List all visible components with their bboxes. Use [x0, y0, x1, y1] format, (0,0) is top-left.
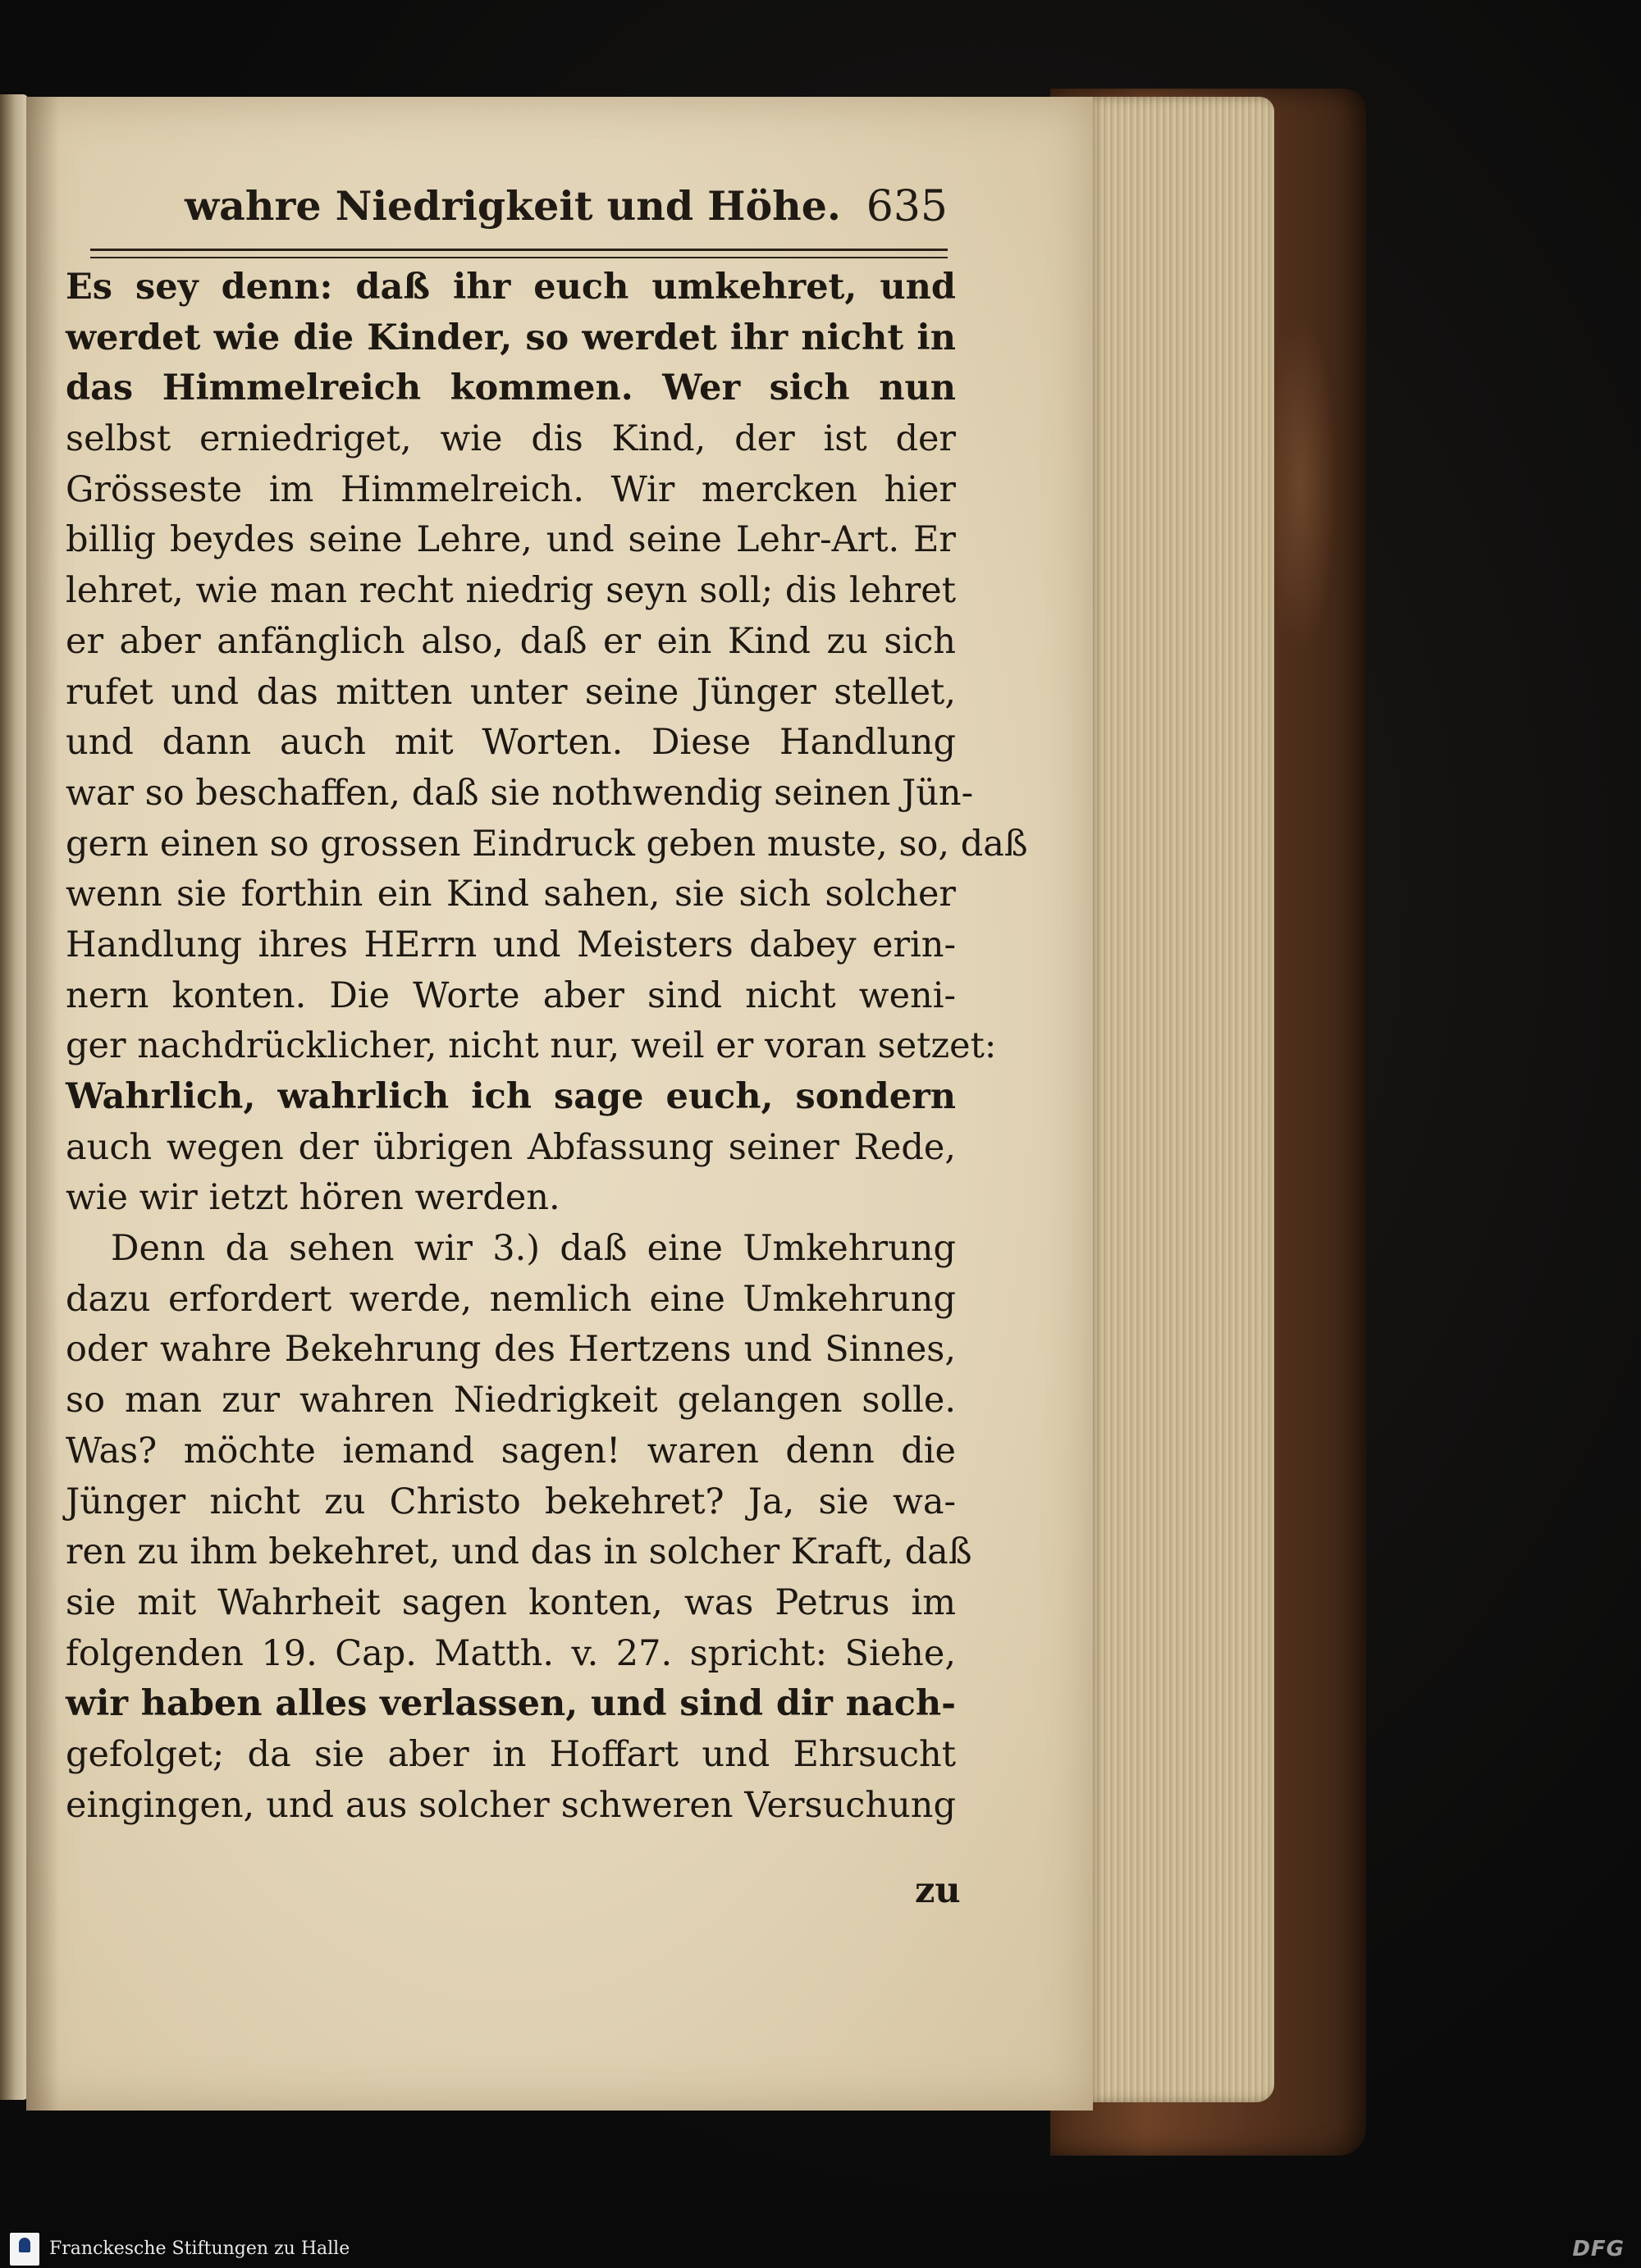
page-gutter-shadow — [26, 97, 59, 2111]
text-line: gern einen so grossen Eindruck geben muste, so, daß — [66, 823, 1028, 865]
text-line: nern konten. Die Worte aber sind nicht weni- — [66, 974, 956, 1016]
institution-logo-icon — [10, 2233, 39, 2266]
catchword: zu — [915, 1870, 961, 1911]
page-fore-edge — [1087, 97, 1274, 2102]
running-head — [185, 182, 948, 240]
text-line: auch wegen der übrigen Abfassung seiner Rede, — [66, 1126, 956, 1168]
text-line: folgenden 19. Cap. Matth. v. 27. spricht: Siehe, — [66, 1632, 956, 1674]
text-line: ger nachdrücklicher, nicht nur, weil er voran setzet: — [66, 1025, 997, 1067]
text-line: Handlung ihres HErrn und Meisters dabey erin- — [66, 924, 956, 965]
text-line: wir haben alles verlassen, und sind dir nach- — [66, 1683, 956, 1725]
text-line: oder wahre Bekehrung des Hertzens und Sinnes, — [66, 1329, 956, 1371]
text-line: so man zur wahren Niedrigkeit gelangen solle. — [66, 1380, 956, 1421]
page-number: 635 — [866, 182, 948, 231]
text-line: war so beschaffen, daß sie nothwendig seinen Jün- — [66, 772, 974, 814]
text-line: das Himmelreich kommen. Wer sich nun — [66, 367, 956, 409]
text-line: selbst erniedriget, wie dis Kind, der ist der — [66, 418, 956, 460]
text-line: eingingen, und aus solcher schweren Versuchung — [66, 1784, 956, 1826]
text-line: er aber anfänglich also, daß er ein Kind zu sich — [66, 620, 956, 662]
body-text — [66, 262, 1028, 1831]
text-line: wenn sie forthin ein Kind sahen, sie sich solcher — [66, 874, 956, 915]
text-line: Denn da sehen wir 3.) daß eine Umkehrung — [111, 1228, 956, 1270]
facing-page-edge — [0, 94, 28, 2100]
institution-name: Franckesche Stiftungen zu Halle — [49, 2238, 350, 2259]
header-rule — [90, 249, 948, 258]
text-line: sie mit Wahrheit sagen konten, was Petrus im — [66, 1581, 956, 1623]
text-line: lehret, wie man recht niedrig seyn soll; dis lehret — [66, 570, 956, 612]
text-line: werdet wie die Kinder, so werdet ihr nicht in — [66, 317, 956, 358]
text-line: rufet und das mitten unter seine Jünger stellet, — [66, 671, 956, 713]
cover-wear — [1264, 312, 1337, 656]
text-line: und dann auch mit Worten. Diese Handlung — [66, 722, 956, 764]
text-line: Jünger nicht zu Christo bekehret? Ja, sie wa- — [66, 1481, 956, 1522]
text-line: gefolget; da sie aber in Hoffart und Ehrsucht — [66, 1733, 956, 1775]
text-line: Was? möchte iemand sagen! waren denn die — [66, 1430, 956, 1472]
text-line: wie wir ietzt hören werden. — [66, 1177, 560, 1219]
text-line: Grösseste im Himmelreich. Wir mercken hier — [66, 468, 956, 510]
text-line: billig beydes seine Lehre, und seine Lehr-Art. Er — [66, 519, 956, 561]
running-head-title: wahre Niedrigkeit und Höhe. — [185, 182, 841, 230]
text-line: Wahrlich, wahrlich ich sage euch, sondern — [66, 1076, 956, 1117]
text-line: ren zu ihm bekehret, und das in solcher Kraft, daß — [66, 1531, 972, 1573]
text-line: dazu erfordert werde, nemlich eine Umkehrung — [66, 1278, 956, 1320]
text-line: Es sey denn: daß ihr euch umkehret, und — [66, 267, 956, 308]
dfg-logo: DFG — [1572, 2237, 1625, 2261]
